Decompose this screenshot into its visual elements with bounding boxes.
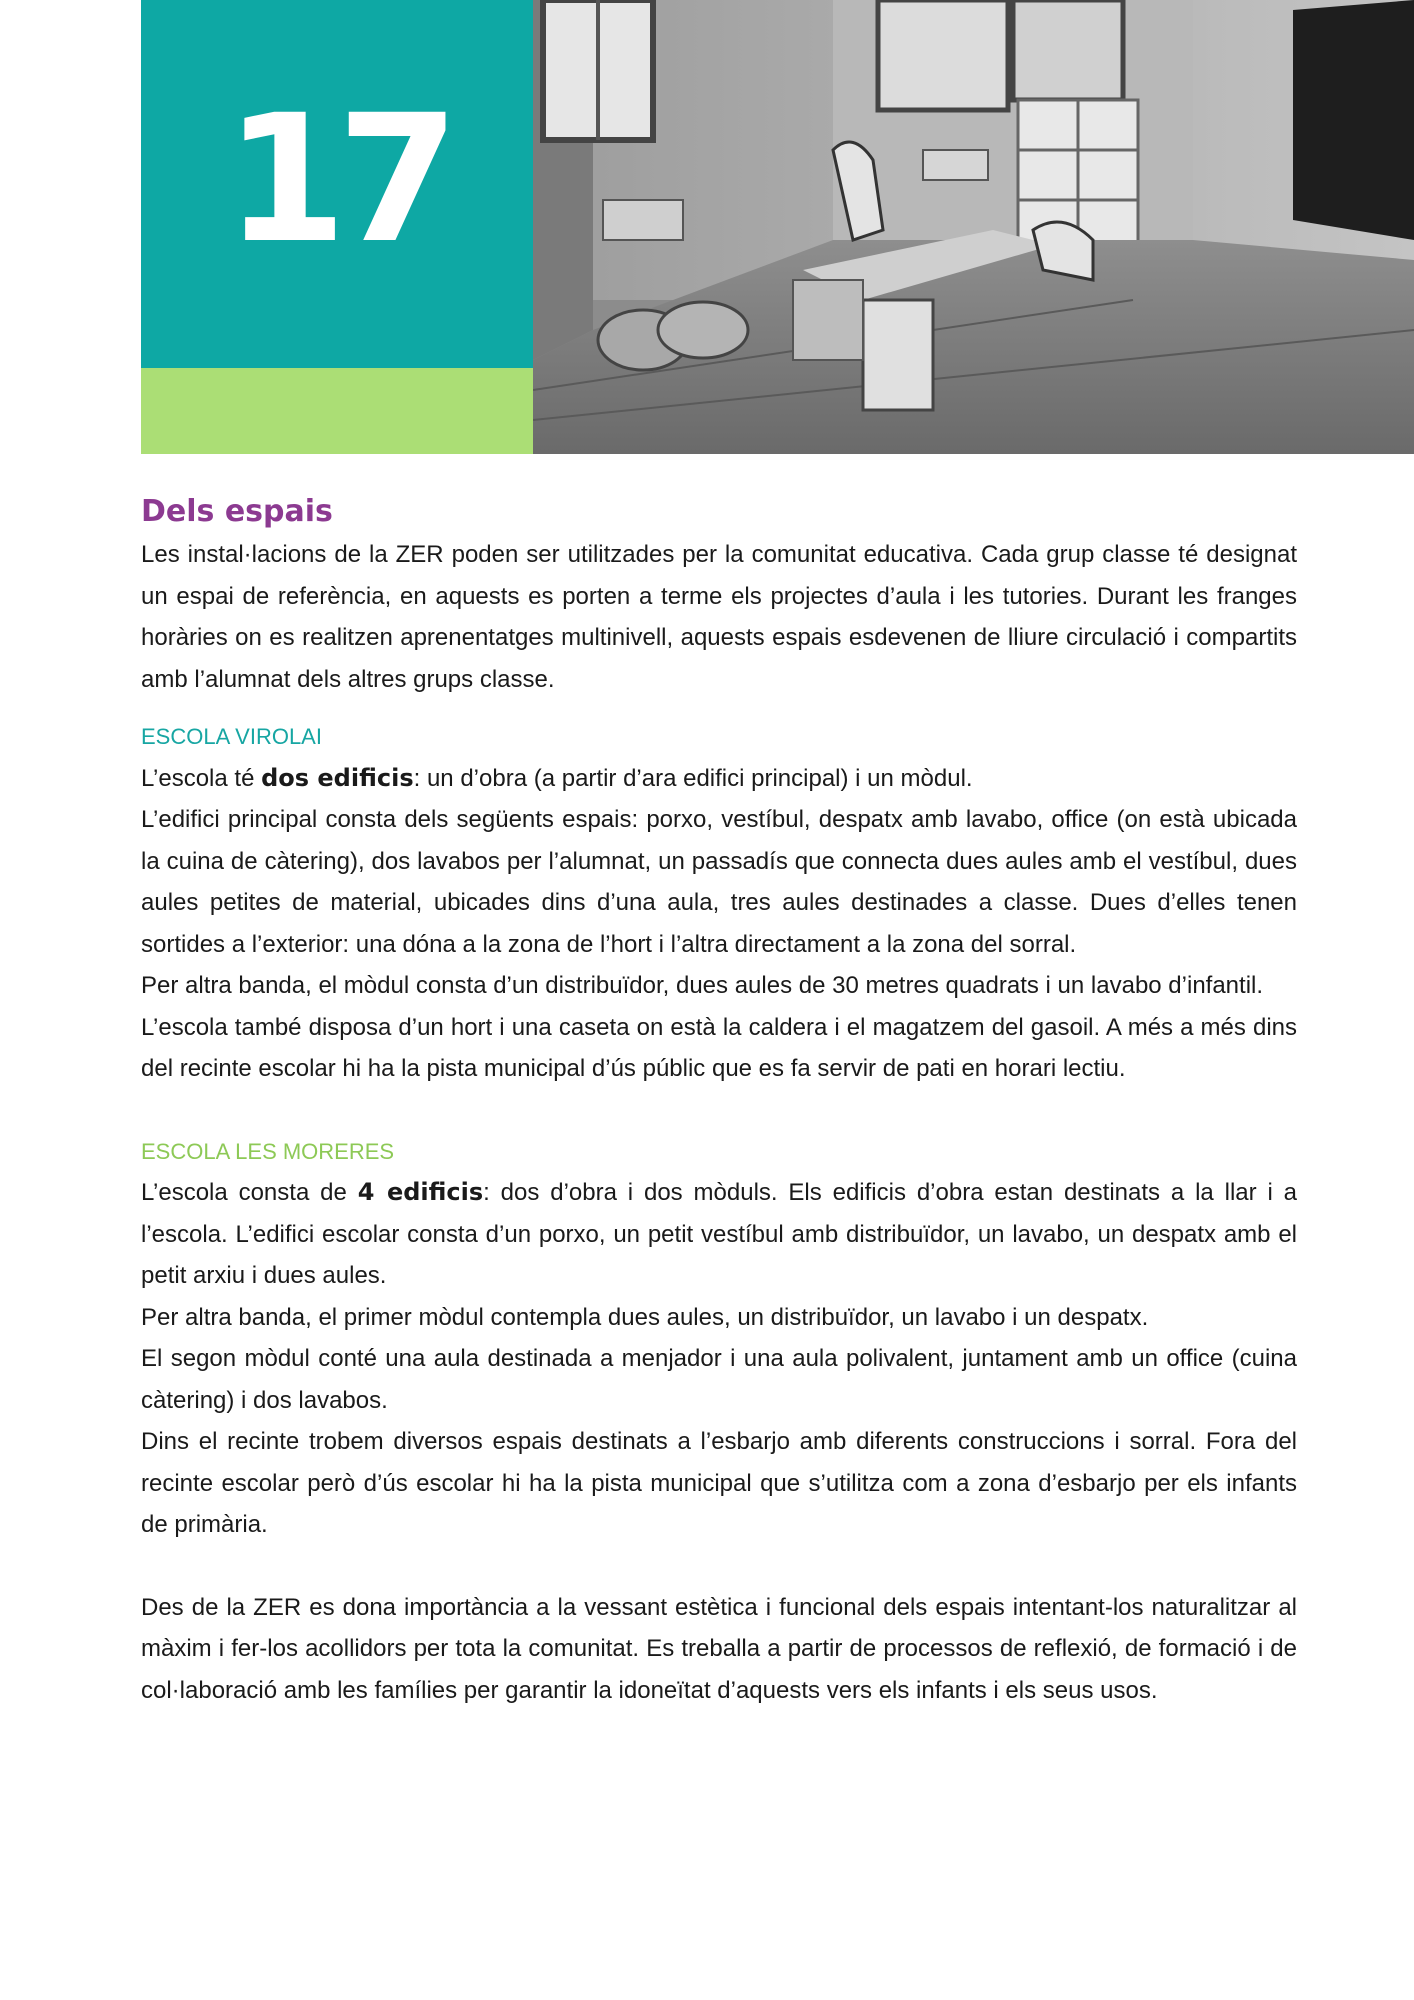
main-content bbox=[141, 490, 1297, 1711]
moreres-p1-post: : dos d’obra i dos mòduls. Els edificis d’obra estan destinats a la llar i a l’escola. L’edifici escolar consta d’un porxo, un petit vestíbul amb distribuïdor, un lavabo, un despatx amb el petit arxiu i dues aules. bbox=[141, 1179, 1297, 1289]
moreres-paragraph-2: Per altra banda, el primer mòdul contempla dues aules, un distribuïdor, un lavabo i un despatx. bbox=[141, 1303, 1149, 1331]
virolai-paragraph-1 bbox=[141, 758, 1297, 800]
classroom-photo-illustration bbox=[533, 0, 1414, 454]
page-number: 17 bbox=[224, 77, 450, 282]
header-green-block bbox=[141, 368, 533, 454]
moreres-paragraph-3: El segon mòdul conté una aula destinada a menjador i una aula polivalent, juntament amb un office (cuina càtering) i dos lavabos. bbox=[141, 1345, 1297, 1414]
classroom-photo bbox=[533, 0, 1414, 454]
moreres-heading: ESCOLA LES MORERES bbox=[141, 1138, 395, 1164]
moreres-p1-pre: L’escola consta de bbox=[141, 1179, 358, 1206]
moreres-p1-bold: 4 edificis bbox=[357, 1178, 484, 1206]
closing-paragraph: Des de la ZER es dona importància a la vessant estètica i funcional dels espais intentant-los naturalitzar al màxim i fer-los acollidors per tota la comunitat. Es treballa a partir de processos de reflexió, de formació i de col·laboració amb les famílies per garantir la idoneïtat d’aquests vers els infants i els seus usos. bbox=[141, 1593, 1297, 1704]
intro-paragraph: Les instal·lacions de la ZER poden ser utilitzades per la comunitat educativa. Cada grup classe té designat un espai de referència, en aquests es porten a terme els projectes d’aula i les tutories. Durant les franges horàries on es realitzen aprenentatges multinivell, aquests espais esdevenen de lliure circulació i compartits amb l’alumnat dels altres grups classe. bbox=[141, 541, 1297, 693]
spacer bbox=[141, 1546, 1297, 1587]
section-title: Dels espais bbox=[141, 494, 333, 529]
virolai-paragraph-3: Per altra banda, el mòdul consta d’un distribuïdor, dues aules de 30 metres quadrats i un lavabo d’infantil. bbox=[141, 972, 1264, 999]
moreres-paragraph-4: Dins el recinte trobem diversos espais destinats a l’esbarjo amb diferents construccions i sorral. Fora del recinte escolar però d’ús escolar hi ha la pista municipal que s’utilitza com a zona d’esbarjo per els infants de primària. bbox=[141, 1428, 1297, 1538]
virolai-p1-bold: dos edificis bbox=[261, 763, 414, 792]
virolai-paragraph-4: L’escola també disposa d’un hort i una caseta on està la caldera i el magatzem del gasoil. A més a més dins del recinte escolar hi ha la pista municipal d’ús públic que es fa servir de pati en horari lectiu. bbox=[141, 1013, 1297, 1082]
virolai-paragraph-2: L’edifici principal consta dels següents espais: porxo, vestíbul, despatx amb lavabo, office (on està ubicada la cuina de càtering), dos lavabos per l’alumnat, un passadís que connecta dues aules amb el vestíbul, dues aules petites de material, ubicades dins d’una aula, tres aules destinades a classe. Dues d’elles tenen sortides a l’exterior: una dóna a la zona de l’hort i l’altra directament a la zona del sorral. bbox=[141, 806, 1297, 958]
virolai-heading: ESCOLA VIROLAI bbox=[141, 724, 322, 749]
virolai-p1-pre: L’escola té bbox=[141, 764, 262, 792]
virolai-p1-post: : un d’obra (a partir d’ara edifici principal) i un mòdul. bbox=[413, 764, 973, 792]
moreres-paragraph-1 bbox=[141, 1172, 1297, 1297]
